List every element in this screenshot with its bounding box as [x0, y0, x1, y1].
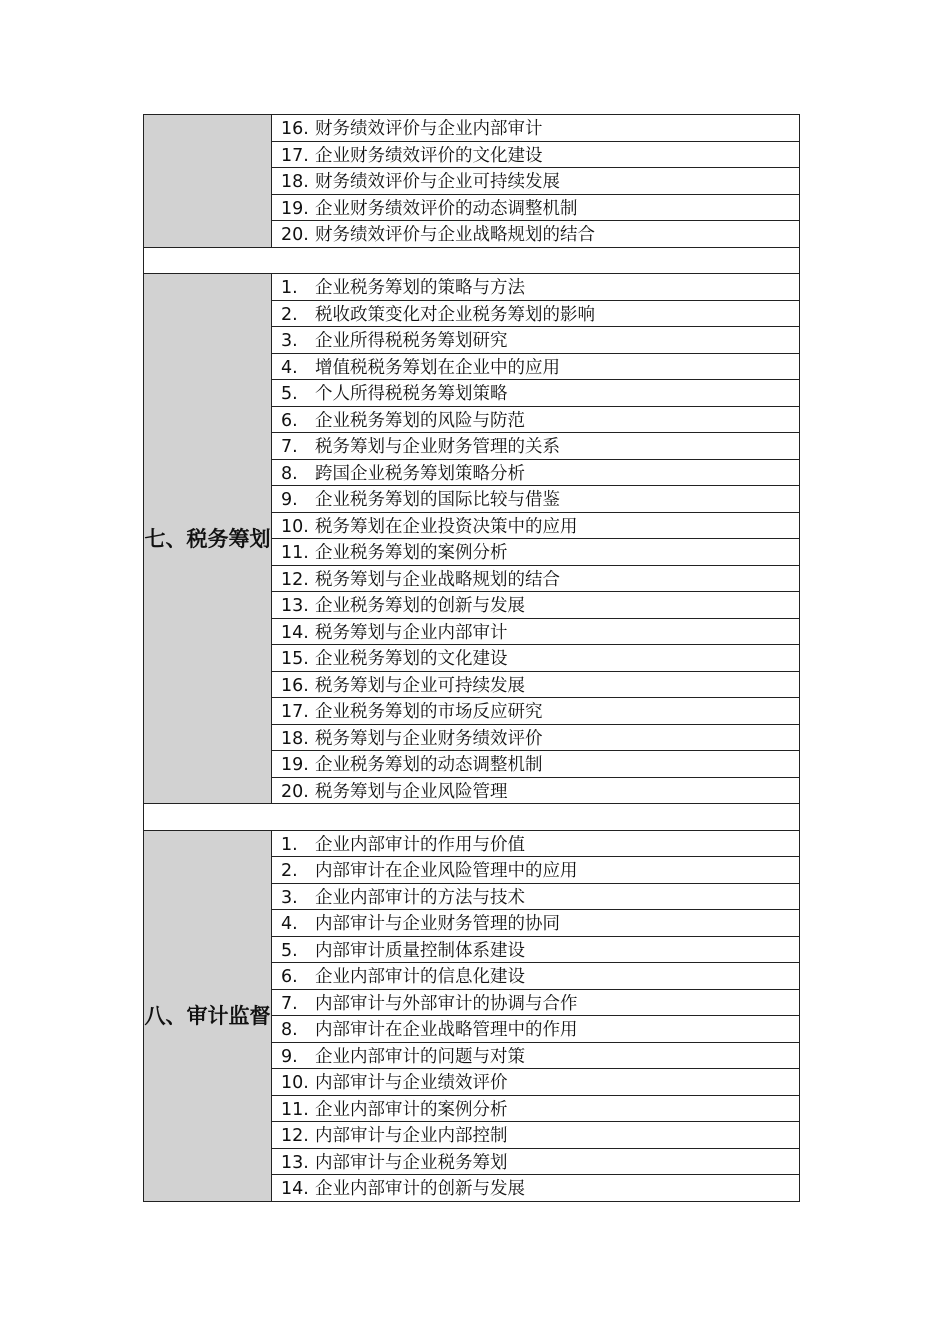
topic-text: 企业财务绩效评价的动态调整机制 [315, 198, 578, 219]
topic-cell [272, 115, 800, 142]
topic-cell [272, 380, 800, 407]
topic-number: 16. [281, 675, 309, 696]
topic-text: 内部审计在企业战略管理中的作用 [315, 1020, 578, 1041]
topic-cell [272, 433, 800, 460]
topic-cell [272, 1095, 800, 1122]
spacer-cell [144, 804, 800, 831]
section-spacer-row [144, 247, 800, 274]
topic-number: 5. [281, 384, 298, 405]
topic-cell [272, 327, 800, 354]
topic-number: 17. [281, 145, 309, 166]
topic-text: 企业税务筹划的案例分析 [315, 543, 508, 564]
topic-cell [272, 221, 800, 248]
topic-number: 4. [281, 357, 298, 378]
topic-number: 7. [281, 437, 298, 458]
topic-cell [272, 592, 800, 619]
topic-text: 内部审计与企业税务筹划 [315, 1152, 508, 1173]
topic-cell [272, 1148, 800, 1175]
topic-number: 10. [281, 1073, 309, 1094]
topic-cell [272, 698, 800, 725]
topics-table [143, 114, 800, 1202]
topic-text: 企业内部审计的问题与对策 [315, 1046, 525, 1067]
topic-number: 1. [281, 278, 298, 299]
topic-cell [272, 1016, 800, 1043]
topic-cell [272, 645, 800, 672]
topic-cell [272, 1122, 800, 1149]
topic-number: 14. [281, 622, 309, 643]
topic-number: 18. [281, 728, 309, 749]
topic-cell [272, 830, 800, 857]
topic-text: 财务绩效评价与企业内部审计 [315, 119, 543, 140]
topic-number: 20. [281, 225, 309, 246]
topic-cell [272, 486, 800, 513]
topic-number: 6. [281, 410, 298, 431]
topic-number: 13. [281, 1152, 309, 1173]
topic-number: 1. [281, 834, 298, 855]
topic-text: 税收政策变化对企业税务筹划的影响 [315, 304, 595, 325]
topic-text: 企业税务筹划的国际比较与借鉴 [315, 490, 560, 511]
topic-number: 11. [281, 1099, 309, 1120]
topic-number: 4. [281, 914, 298, 935]
topic-text: 税务筹划在企业投资决策中的应用 [315, 516, 578, 537]
topic-number: 5. [281, 940, 298, 961]
topic-number: 9. [281, 490, 298, 511]
topic-cell [272, 353, 800, 380]
topic-text: 税务筹划与企业可持续发展 [315, 675, 525, 696]
topics-table-body [144, 115, 800, 1202]
topic-cell [272, 194, 800, 221]
topic-cell [272, 1069, 800, 1096]
topic-cell [272, 936, 800, 963]
topic-cell [272, 539, 800, 566]
topic-number: 11. [281, 543, 309, 564]
topic-cell [272, 300, 800, 327]
topic-text: 企业内部审计的方法与技术 [315, 887, 525, 908]
topic-number: 6. [281, 967, 298, 988]
topic-cell [272, 1042, 800, 1069]
topic-text: 税务筹划与企业财务管理的关系 [315, 437, 560, 458]
topic-number: 13. [281, 596, 309, 617]
topic-number: 10. [281, 516, 309, 537]
topic-text: 跨国企业税务筹划策略分析 [315, 463, 525, 484]
topic-number: 9. [281, 1046, 298, 1067]
topic-cell [272, 777, 800, 804]
topic-number: 20. [281, 781, 309, 802]
topic-text: 内部审计与企业内部控制 [315, 1126, 508, 1147]
topic-number: 18. [281, 172, 309, 193]
topic-cell [272, 168, 800, 195]
topic-text: 税务筹划与企业财务绩效评价 [315, 728, 543, 749]
topic-text: 税务筹划与企业风险管理 [315, 781, 508, 802]
topic-text: 个人所得税税务筹划策略 [315, 384, 508, 405]
topic-cell [272, 618, 800, 645]
topic-cell [272, 724, 800, 751]
topic-number: 8. [281, 1020, 298, 1041]
category-cell [144, 115, 272, 248]
topic-row [144, 830, 800, 857]
topic-text: 企业内部审计的创新与发展 [315, 1179, 525, 1200]
topic-number: 17. [281, 702, 309, 723]
topic-text: 内部审计质量控制体系建设 [315, 940, 525, 961]
topic-text: 企业所得税税务筹划研究 [315, 331, 508, 352]
topic-text: 企业税务筹划的策略与方法 [315, 278, 525, 299]
topic-number: 12. [281, 1126, 309, 1147]
topic-text: 企业税务筹划的文化建设 [315, 649, 508, 670]
topic-text: 企业财务绩效评价的文化建设 [315, 145, 543, 166]
topic-text: 企业内部审计的作用与价值 [315, 834, 525, 855]
topic-text: 税务筹划与企业战略规划的结合 [315, 569, 560, 590]
topic-cell [272, 274, 800, 301]
topic-number: 8. [281, 463, 298, 484]
topic-text: 内部审计与企业财务管理的协同 [315, 914, 560, 935]
topic-cell [272, 671, 800, 698]
topic-cell [272, 565, 800, 592]
topic-cell [272, 512, 800, 539]
topic-cell [272, 989, 800, 1016]
spacer-cell [144, 247, 800, 274]
topic-cell [272, 751, 800, 778]
topic-text: 企业税务筹划的市场反应研究 [315, 702, 543, 723]
topic-number: 15. [281, 649, 309, 670]
topic-number: 7. [281, 993, 298, 1014]
topic-text: 内部审计与企业绩效评价 [315, 1073, 508, 1094]
topic-row [144, 115, 800, 142]
category-cell: 七、税务筹划 [144, 274, 272, 804]
topic-cell [272, 141, 800, 168]
topic-number: 3. [281, 887, 298, 908]
topic-number: 19. [281, 755, 309, 776]
topic-number: 12. [281, 569, 309, 590]
topic-text: 内部审计与外部审计的协调与合作 [315, 993, 578, 1014]
category-cell: 八、审计监督 [144, 830, 272, 1201]
topic-text: 企业内部审计的信息化建设 [315, 967, 525, 988]
topic-number: 2. [281, 861, 298, 882]
topic-row [144, 274, 800, 301]
topic-text: 内部审计在企业风险管理中的应用 [315, 861, 578, 882]
topic-text: 增值税税务筹划在企业中的应用 [315, 357, 560, 378]
topic-cell [272, 459, 800, 486]
topic-cell [272, 857, 800, 884]
topic-cell [272, 883, 800, 910]
topic-number: 16. [281, 119, 309, 140]
topic-number: 19. [281, 198, 309, 219]
topic-cell [272, 1175, 800, 1202]
topic-cell [272, 406, 800, 433]
topic-number: 14. [281, 1179, 309, 1200]
topic-text: 税务筹划与企业内部审计 [315, 622, 508, 643]
topic-number: 3. [281, 331, 298, 352]
topic-cell [272, 963, 800, 990]
topic-text: 财务绩效评价与企业战略规划的结合 [315, 225, 595, 246]
section-spacer-row [144, 804, 800, 831]
topic-text: 企业税务筹划的创新与发展 [315, 596, 525, 617]
topic-text: 企业内部审计的案例分析 [315, 1099, 508, 1120]
topic-text: 企业税务筹划的风险与防范 [315, 410, 525, 431]
topic-number: 2. [281, 304, 298, 325]
topic-text: 企业税务筹划的动态调整机制 [315, 755, 543, 776]
topic-text: 财务绩效评价与企业可持续发展 [315, 172, 560, 193]
topic-cell [272, 910, 800, 937]
